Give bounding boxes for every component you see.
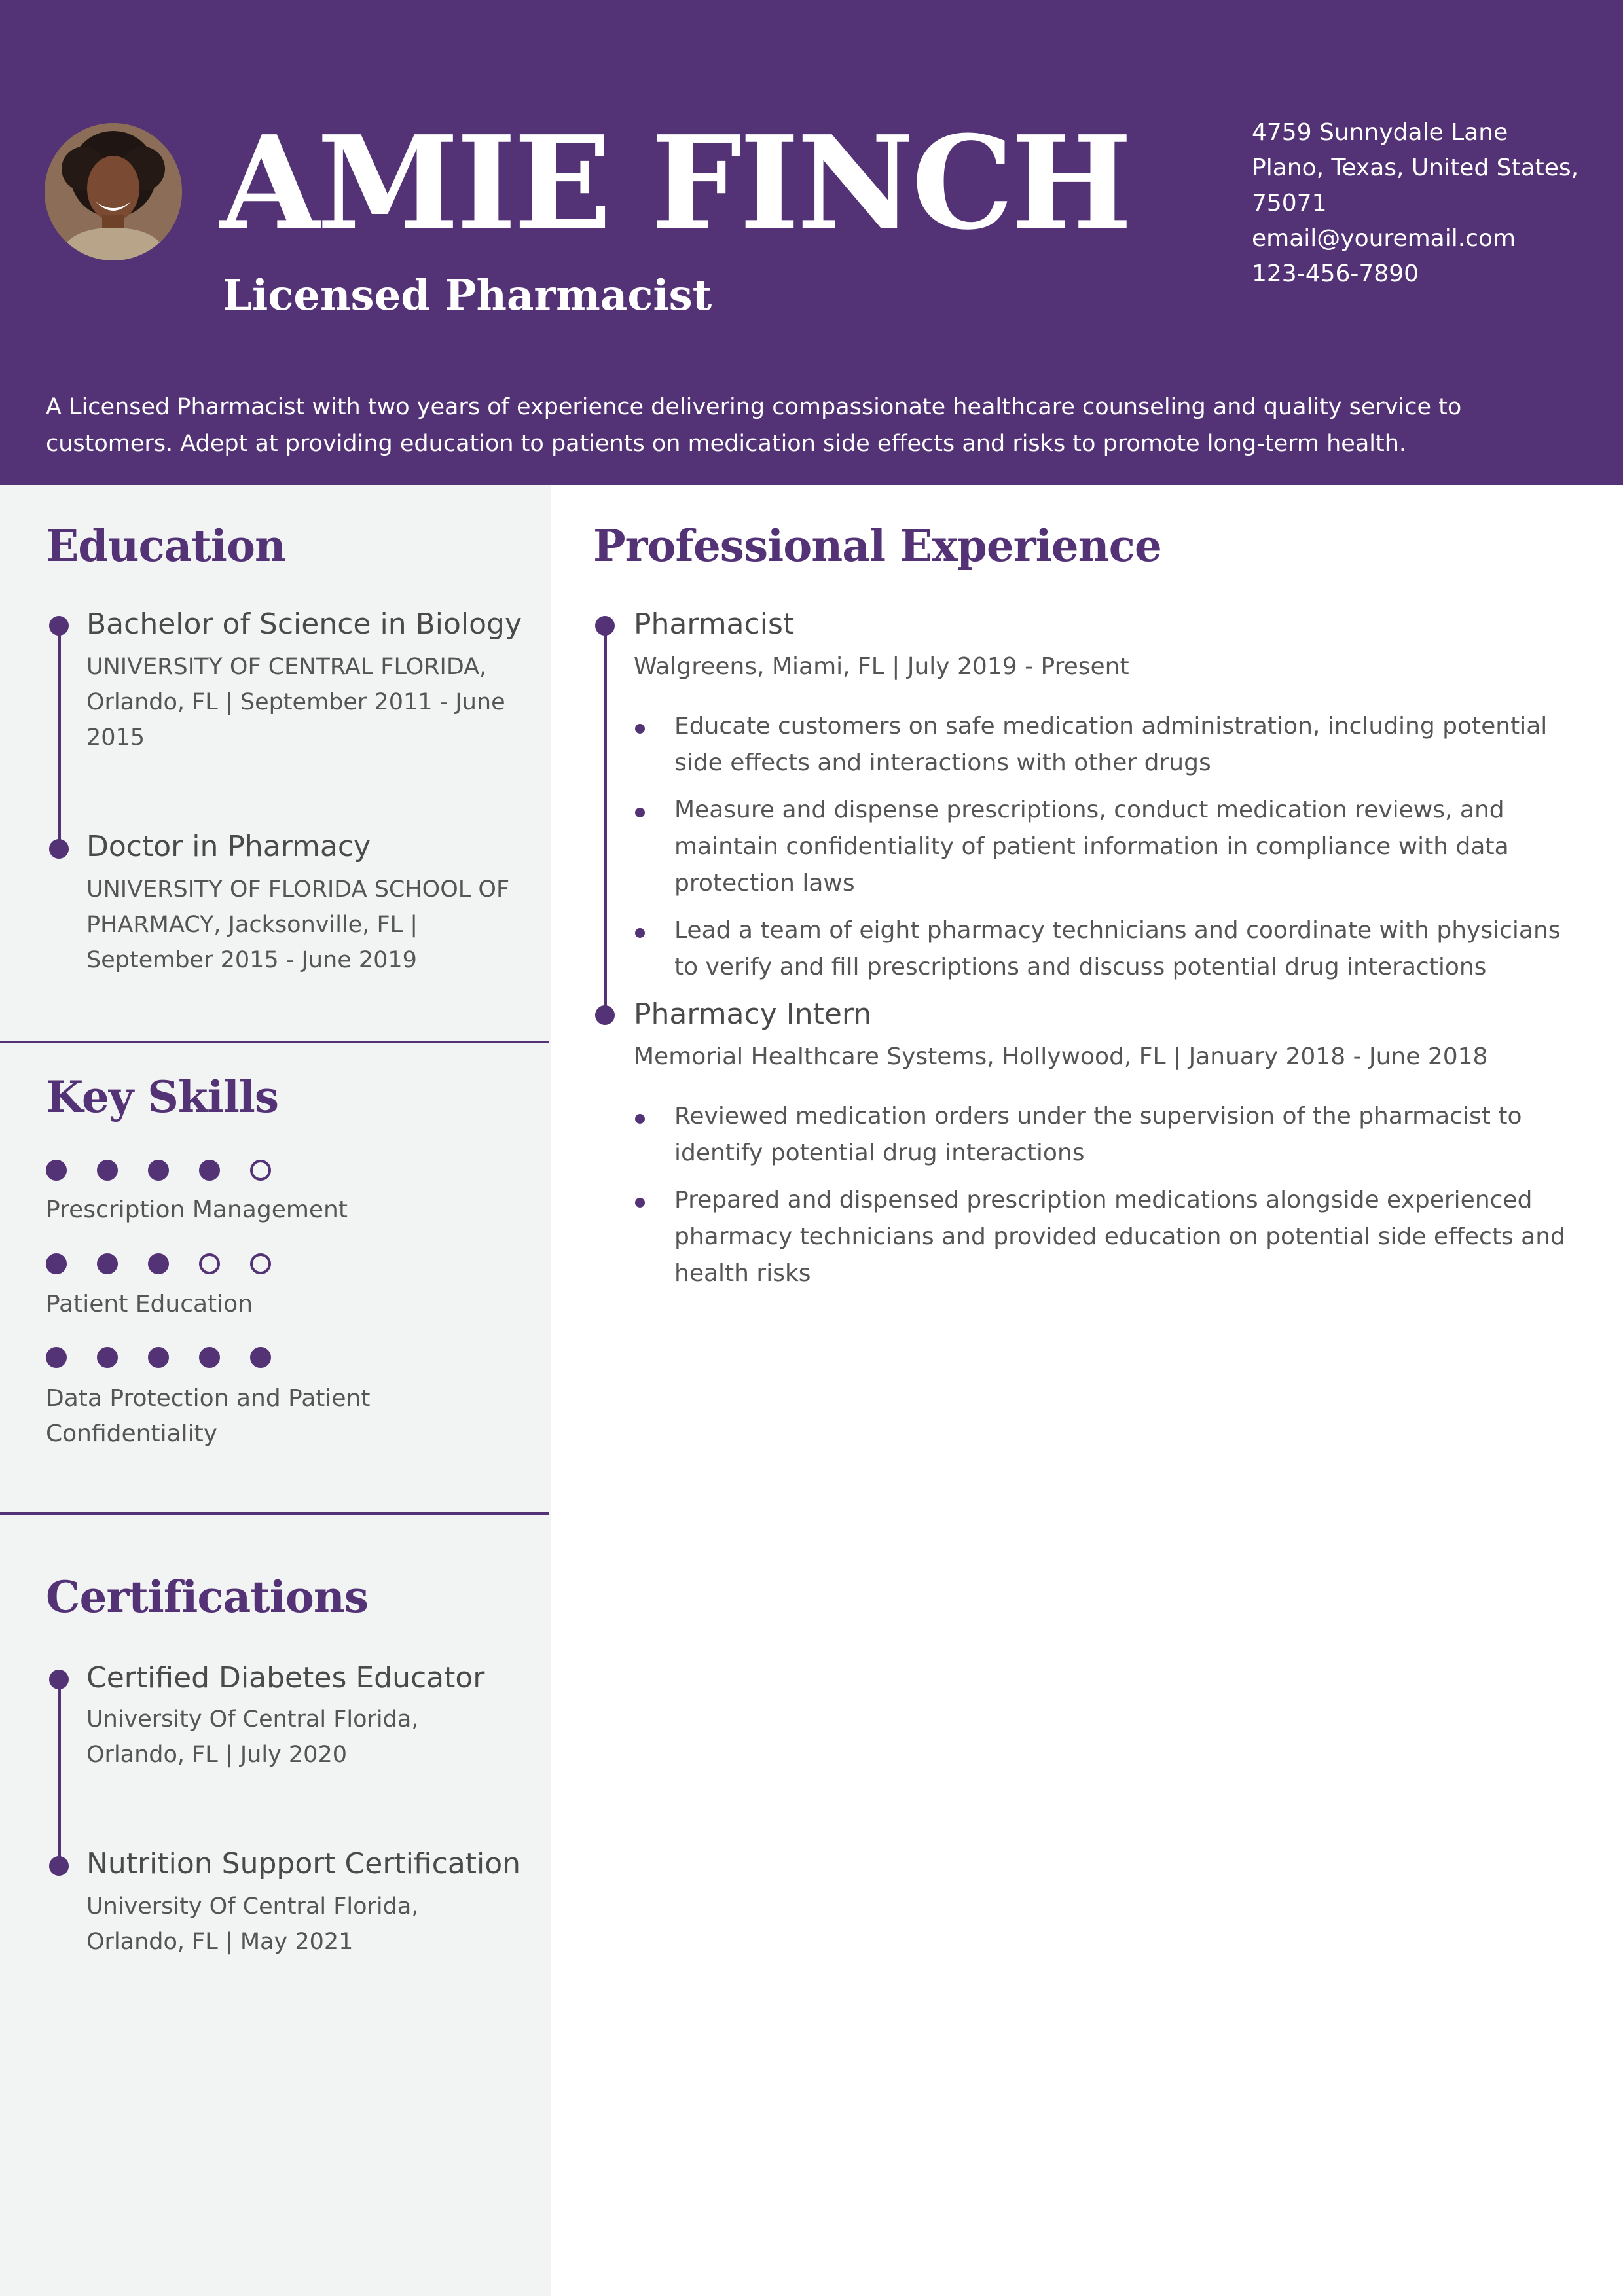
rating-dot-filled	[97, 1253, 118, 1274]
email-link[interactable]: email@youremail.com	[1252, 225, 1516, 252]
job-bullet: Measure and dispense prescriptions, conduct medication reviews, and maintain confidentiality of patient information in compliance with data protection laws	[634, 792, 1570, 902]
experience-heading: Professional Experience	[593, 520, 1161, 571]
rating-dot-empty	[199, 1253, 220, 1274]
rating-dot-filled	[199, 1347, 220, 1368]
job-bullet: Reviewed medication orders under the supervision of the pharmacist to identify potential drug interactions	[634, 1098, 1570, 1172]
rating-dot-filled	[97, 1160, 118, 1181]
skill-rating-2	[46, 1253, 301, 1274]
rating-dot-filled	[46, 1347, 67, 1368]
resume-header	[0, 0, 1623, 485]
professional-summary: A Licensed Pharmacist with two years of experience delivering compassionate healthcare counseling and quality service to customers. Adept at providing education to patients on medication side effects and risks to promote long-term health.	[46, 394, 1462, 457]
job-company-1: Walgreens, Miami, FL | July 2019 - Present	[634, 653, 1129, 680]
rating-dot-filled	[250, 1347, 271, 1368]
rating-dot-filled	[148, 1160, 169, 1181]
address-city: Plano, Texas, United States,	[1252, 154, 1579, 181]
rating-dot-filled	[46, 1160, 67, 1181]
timeline-dot	[49, 1670, 69, 1689]
address-street: 4759 Sunnydale Lane	[1252, 119, 1508, 146]
skill-name-2: Patient Education	[46, 1291, 253, 1318]
education-degree-2: Doctor in Pharmacy	[86, 830, 371, 863]
job-bullet: Prepared and dispensed prescription medications alongside experienced pharmacy technicians and provided education on potential side effects and health risks	[634, 1182, 1570, 1292]
rating-dot-empty	[250, 1160, 271, 1181]
job-role-2: Pharmacy Intern	[634, 997, 872, 1031]
job-bullets-2	[634, 1098, 1570, 1302]
rating-dot-filled	[148, 1347, 169, 1368]
rating-dot-filled	[46, 1253, 67, 1274]
education-degree-1: Bachelor of Science in Biology	[86, 607, 522, 641]
timeline-dot	[49, 1856, 69, 1876]
education-timeline-line	[58, 626, 61, 848]
rating-dot-filled	[97, 1347, 118, 1368]
certifications-timeline-line	[58, 1679, 61, 1865]
profile-photo	[45, 123, 182, 260]
job-role-1: Pharmacist	[634, 607, 795, 641]
education-details-2: UNIVERSITY OF FLORIDA SCHOOL OF PHARMACY, Jacksonville, FL | September 2015 - June 2019	[86, 876, 510, 973]
job-company-2: Memorial Healthcare Systems, Hollywood, FL | January 2018 - June 2018	[634, 1043, 1488, 1070]
timeline-dot	[49, 839, 69, 859]
rating-dot-empty	[250, 1253, 271, 1274]
address-zip: 75071	[1252, 190, 1327, 217]
section-divider	[0, 1041, 549, 1043]
experience-timeline-line	[604, 626, 607, 1014]
skill-rating-3	[46, 1347, 301, 1368]
education-heading: Education	[46, 520, 285, 571]
skill-rating-1	[46, 1160, 301, 1181]
job-bullet: Educate customers on safe medication administration, including potential side effects and interactions with other drugs	[634, 708, 1570, 781]
job-title: Licensed Pharmacist	[223, 271, 712, 320]
phone-number: 123-456-7890	[1252, 260, 1419, 287]
job-bullets-1	[634, 708, 1570, 996]
certification-details-2: University Of Central Florida, Orlando, FL | May 2021	[86, 1893, 419, 1955]
timeline-dot	[49, 616, 69, 636]
certifications-heading: Certifications	[46, 1571, 368, 1623]
rating-dot-filled	[148, 1253, 169, 1274]
portrait-image	[45, 123, 182, 260]
job-bullet: Lead a team of eight pharmacy technicians and coordinate with physicians to verify and fill prescriptions and discuss potential drug interactions	[634, 912, 1570, 986]
certification-details-1: University Of Central Florida, Orlando, FL | July 2020	[86, 1706, 419, 1768]
timeline-dot	[595, 1005, 615, 1025]
certification-title-2: Nutrition Support Certification	[86, 1847, 521, 1880]
skills-heading: Key Skills	[46, 1071, 278, 1122]
candidate-name: AMIE FINCH	[220, 108, 1130, 259]
timeline-dot	[595, 616, 615, 636]
certification-title-1: Certified Diabetes Educator	[86, 1661, 485, 1695]
skill-name-3: Data Protection and Patient Confidentiality	[46, 1385, 371, 1447]
contact-block	[1252, 115, 1592, 292]
education-details-1: UNIVERSITY OF CENTRAL FLORIDA, Orlando, FL | September 2011 - June 2015	[86, 654, 505, 751]
section-divider	[0, 1512, 549, 1515]
skill-name-1: Prescription Management	[46, 1196, 348, 1223]
rating-dot-filled	[199, 1160, 220, 1181]
